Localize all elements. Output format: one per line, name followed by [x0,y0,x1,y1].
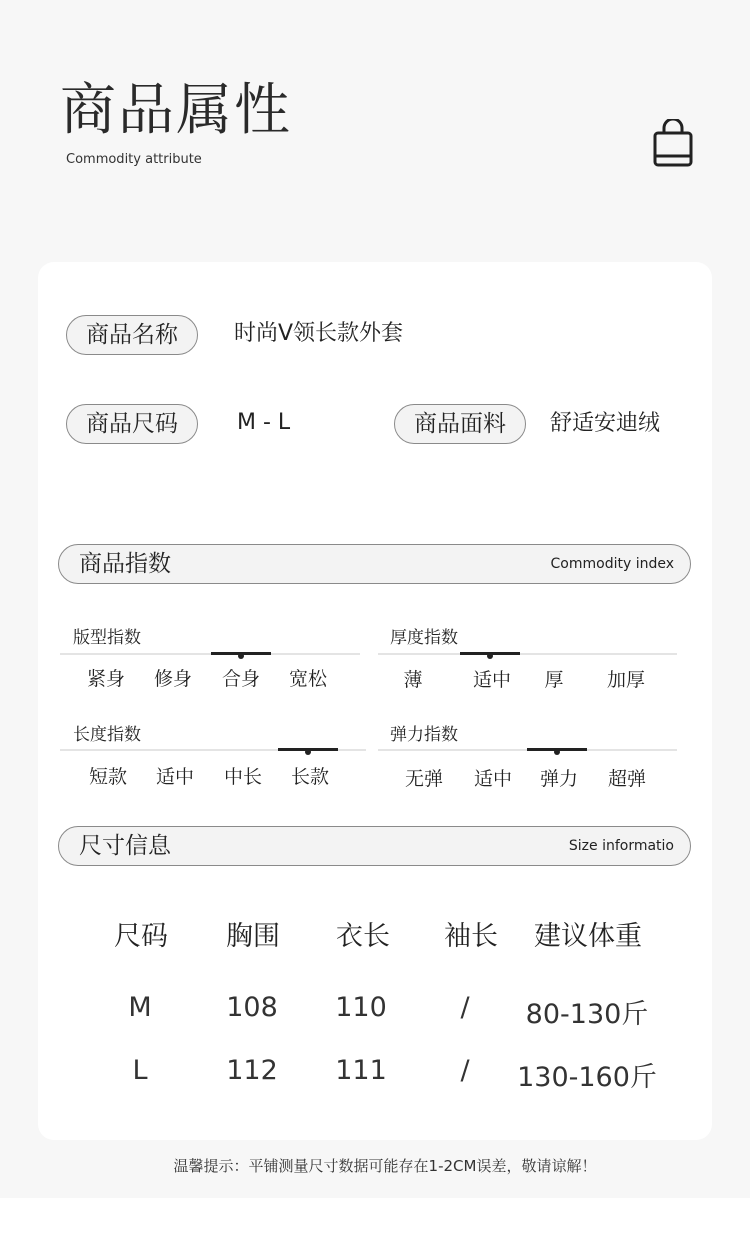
size-table-header: 袖长 [444,921,498,952]
index-selected-dot [238,653,244,659]
product-size-label: 商品尺码 [66,404,198,444]
index-option: 无弹 [404,768,443,790]
index-option: 薄 [403,669,423,691]
index-option-selected: 长款 [290,766,329,788]
product-name-value: 时尚V领长款外套 [234,321,404,346]
index-track [60,653,360,655]
index-selected-dot [305,749,311,755]
size-table-cell: 110 [335,992,387,1023]
page-title: 商品属性 [60,78,292,143]
index-option: 宽松 [288,668,327,690]
product-size-value: M - L [237,410,291,435]
shopping-bag-icon [650,119,696,169]
size-table-cell: M [128,992,152,1023]
index-option: 中长 [223,766,262,788]
index-selected-dot [487,653,493,659]
index-option-selected: 合身 [221,668,260,690]
size-table-header: 建议体重 [534,921,642,952]
index-group-title: 版型指数 [73,628,141,648]
size-table-cell: 108 [226,992,278,1023]
size-table-cell: 130-160斤 [517,1062,657,1093]
index-option: 超弹 [607,768,646,790]
index-group-title: 长度指数 [73,725,141,745]
size-table-cell: L [132,1055,148,1086]
size-info-title-en: Size informatio [568,838,674,854]
index-track [378,653,677,655]
index-option-selected: 适中 [472,669,511,691]
index-option: 适中 [473,768,512,790]
index-option: 紧身 [86,668,125,690]
index-option: 修身 [153,668,192,690]
size-info-bar [58,826,691,866]
index-group-title: 弹力指数 [390,725,458,745]
measurement-note: 温馨提示：平铺测量尺寸数据可能存在1-2CM误差，敬请谅解！ [173,1157,597,1175]
product-fabric-value: 舒适安迪绒 [550,411,661,436]
page-subtitle: Commodity attribute [66,152,202,167]
size-info-title: 尺寸信息 [79,833,171,859]
product-name-label: 商品名称 [66,315,198,355]
index-option-selected: 弹力 [539,768,578,790]
size-table-cell: 80-130斤 [525,999,649,1030]
index-option: 短款 [88,766,127,788]
footer-background [0,1198,750,1243]
product-fabric-label: 商品面料 [394,404,526,444]
index-option: 适中 [155,766,194,788]
size-table-cell: / [460,1055,470,1086]
commodity-index-title: 商品指数 [79,551,171,577]
size-table-cell: / [460,992,470,1023]
size-table-cell: 111 [335,1055,387,1086]
index-option: 厚 [544,669,564,691]
size-table-header: 胸围 [226,921,280,952]
size-table-header: 尺码 [114,921,168,952]
index-selected-dot [554,749,560,755]
size-table-header: 衣长 [336,921,390,952]
index-group-title: 厚度指数 [390,628,458,648]
commodity-index-title-en: Commodity index [550,556,674,572]
commodity-index-bar [58,544,691,584]
size-table-cell: 112 [226,1055,278,1086]
index-option: 加厚 [606,669,645,691]
